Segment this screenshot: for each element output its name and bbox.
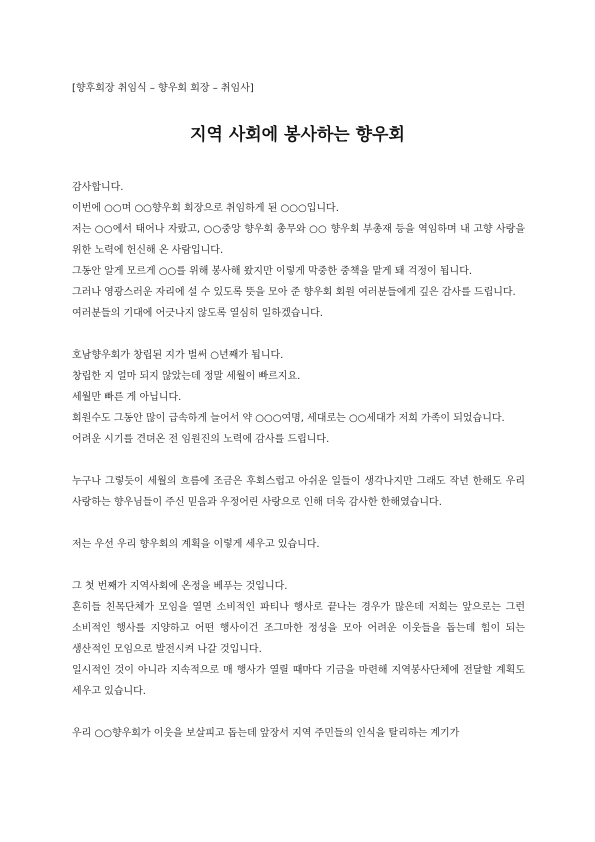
- paragraph: 저는 우선 우리 향우회의 계획을 이렇게 세우고 있습니다.: [72, 539, 320, 550]
- paragraph: 감사합니다.: [72, 182, 124, 193]
- paragraph: 이번에 ○○며 ○○향우회 회장으로 취임하게 된 ○○○입니다.: [72, 203, 339, 214]
- paragraph: 창립한 지 얼마 되지 않았는데 정말 세월이 빠르지요.: [72, 371, 301, 382]
- document-category-tag: [향후회장 취임식 – 향우회 회장 – 취임사]: [72, 83, 254, 94]
- paragraph: 저는 ○○에서 태어나 자랐고, ○○중앙 향우회 총무와 ○○ 향우회 부총재 등을 역임하며 내 고향 사랑을 위한 노력에 헌신해 온 사람입니다.: [72, 224, 525, 256]
- document-title: 지역 사회에 봉사하는 향우회: [190, 125, 405, 145]
- paragraph: 회원수도 그동안 많이 급속하게 늘어서 약 ○○○여명, 세대로는 ○○세대가 저희 가족이 되었습니다.: [72, 413, 505, 424]
- paragraph: 우리 ○○향우회가 이웃을 보살피고 돕는데 앞장서 지역 주민들의 인식을 탈리하는 계기가: [72, 728, 460, 739]
- paragraph: 호남향우회가 창립된 지가 벌써 ○년째가 됩니다.: [72, 350, 284, 361]
- paragraph: 그 첫 번째가 지역사회에 온정을 베푸는 것입니다.: [72, 581, 288, 592]
- paragraph: 세월만 빠른 게 아닙니다.: [72, 392, 182, 403]
- paragraph: 흔히들 친목단체가 모임을 열면 소비적인 파티나 행사로 끝나는 경우가 많은데 저희는 앞으로는 그런 소비적인 행사를 지양하고 어떤 행사이건 조그마한 정성을 모아 어려운 이웃들을 돕는데 힘이 되는 생산적인 모임으로 발전시켜 나갈 것입니다.: [72, 602, 525, 655]
- paragraph: 일시적인 것이 아니라 지속적으로 매 행사가 열릴 때마다 기금을 마련해 지역봉사단체에 전달할 계획도 세우고 있습니다.: [72, 665, 525, 697]
- paragraph-gap: [72, 555, 525, 576]
- paragraph: 여러분들의 기대에 어긋나지 않도록 열심히 일하겠습니다.: [72, 308, 323, 319]
- paragraph: 누구나 그렇듯이 세월의 흐름에 조금은 후회스럽고 아쉬운 일들이 생각나지만 그래도 작년 한해도 우리 사랑하는 향우님들이 주신 믿음과 우정어린 사랑으로 인해 더욱 감사한 한해였습니다.: [72, 476, 525, 508]
- paragraph: 그동안 알게 모르게 ○○를 위해 봉사해 왔지만 이렇게 막중한 중책을 맡게 돼 걱정이 됩니다.: [72, 266, 473, 277]
- paragraph: 그러나 영광스러운 자리에 설 수 있도록 뜻을 모아 준 향우회 회원 여러분들에게 깊은 감사를 드립니다.: [72, 287, 516, 298]
- paragraph-gap: [72, 702, 525, 723]
- document-body: [72, 177, 525, 744]
- paragraph-gap: [72, 513, 525, 534]
- paragraph: 어려운 시기를 견뎌온 전 임원진의 노력에 감사를 드립니다.: [72, 434, 330, 445]
- paragraph-gap: [72, 450, 525, 471]
- paragraph-gap: [72, 324, 525, 345]
